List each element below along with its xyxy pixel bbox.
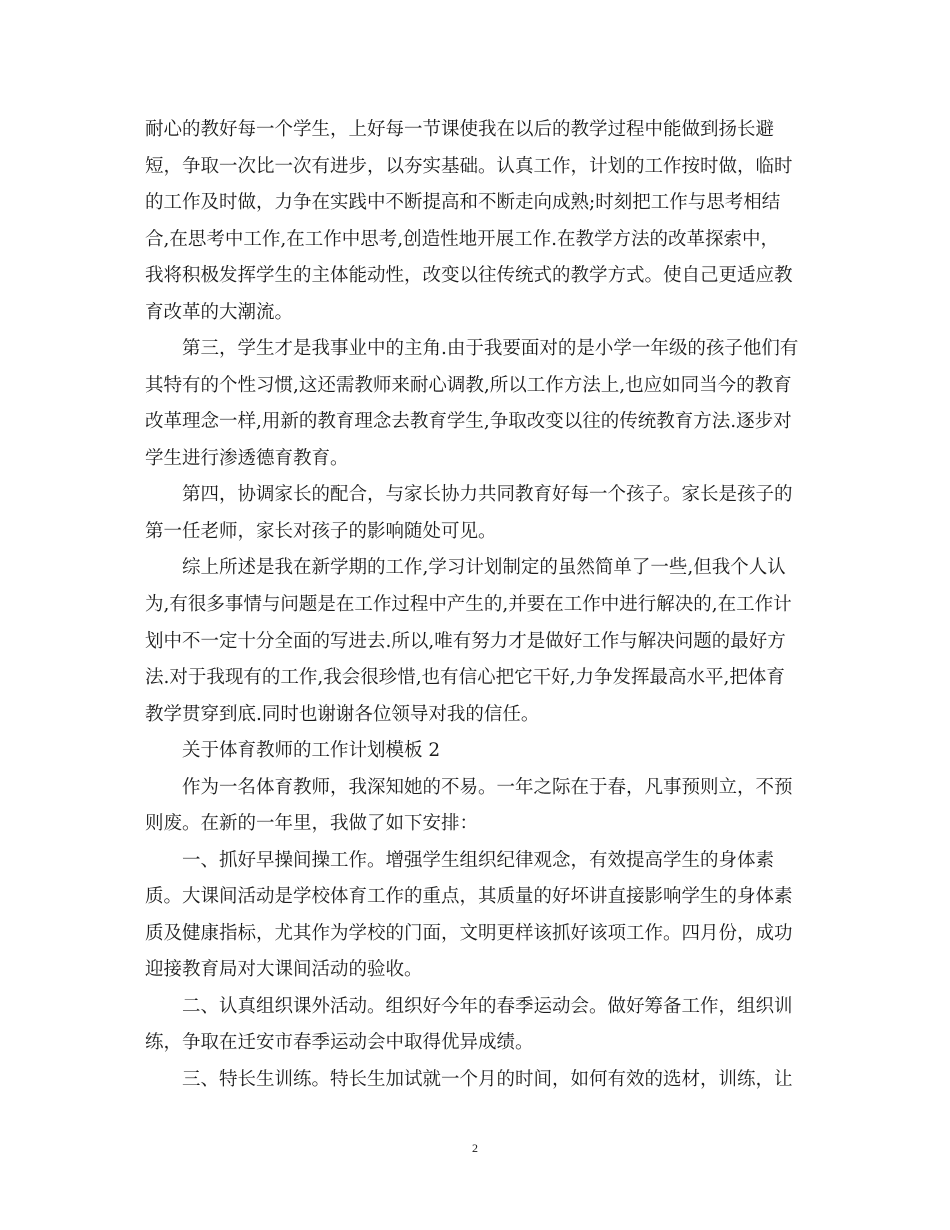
text-line: 耐心的教好每一个学生，上好每一节课使我在以后的教学过程中能做到扬长避 <box>145 119 775 140</box>
text-line: 质及健康指标，尤其作为学校的门面，文明更样该抓好该项工作。四月份，成功 <box>145 923 793 944</box>
text-line: 练，争取在迁安市春季运动会中取得优异成绩。 <box>145 1032 534 1053</box>
text-line: 则废。在新的一年里，我做了如下安排： <box>145 813 479 834</box>
text-line: 合,在思考中工作,在工作中思考,创造性地开展工作.在教学方法的改革探索中， <box>145 229 780 250</box>
paragraph-item-one: 一、抓好早操间操工作。增强学生组织纪律观念，有效提高学生的身体素 <box>182 850 775 871</box>
text-line: 第一任老师，家长对孩子的影响随处可见。 <box>145 521 497 542</box>
text-line: 我将积极发挥学生的主体能动性，改变以往传统式的教学方式。使自己更适应教 <box>145 265 793 286</box>
paragraph-summary: 综上所述是我在新学期的工作,学习计划制定的虽然简单了一些,但我个人认 <box>182 557 786 578</box>
paragraph-item-two: 二、认真组织课外活动。组织好今年的春季运动会。做好筹备工作，组织训 <box>182 996 793 1017</box>
paragraph-third-point: 第三，学生才是我事业中的主角.由于我要面对的是小学一年级的孩子他们有 <box>182 338 799 359</box>
text-line: 改革理念一样,用新的教育理念去教育学生,争取改变以往的传统教育方法.逐步对 <box>145 411 792 432</box>
page-number: 2 <box>472 1141 478 1155</box>
text-line: 迎接教育局对大课间活动的验收。 <box>145 959 423 980</box>
text-line: 短，争取一次比一次有进步，以夯实基础。认真工作，计划的工作按时做，临时 <box>145 156 793 177</box>
paragraph-fourth-point: 第四，协调家长的配合，与家长协力共同教育好每一个孩子。家长是孩子的 <box>182 484 793 505</box>
paragraph-item-three: 三、特长生训练。特长生加试就一个月的时间，如何有效的选材，训练，让 <box>182 1069 793 1090</box>
text-line: 法.对于我现有的工作,我会很珍惜,也有信心把它干好,力争发挥最高水平,把体育 <box>145 667 785 688</box>
paragraph-intro: 作为一名体育教师，我深知她的不易。一年之际在于春，凡事预则立，不预 <box>182 777 793 798</box>
text-line: 划中不一定十分全面的写进去.所以,唯有努力才是做好工作与解决问题的最好方 <box>145 631 786 652</box>
text-line: 教学贯穿到底.同时也谢谢各位领导对我的信任。 <box>145 704 540 725</box>
section-heading: 关于体育教师的工作计划模板 2 <box>182 740 441 761</box>
text-line: 为,有很多事情与问题是在工作过程中产生的,并要在工作中进行解决的,在工作计 <box>145 594 792 615</box>
text-line: 学生进行渗透德育教育。 <box>145 448 349 469</box>
text-line: 育改革的大潮流。 <box>145 302 294 323</box>
text-line: 的工作及时做，力争在实践中不断提高和不断走向成熟;时刻把工作与思考相结 <box>145 192 781 213</box>
text-line: 质。大课间活动是学校体育工作的重点，其质量的好坏讲直接影响学生的身体素 <box>145 886 793 907</box>
text-line: 其特有的个性习惯,这还需教师来耐心调教,所以工作方法上,也应如同当今的教育 <box>145 375 792 396</box>
